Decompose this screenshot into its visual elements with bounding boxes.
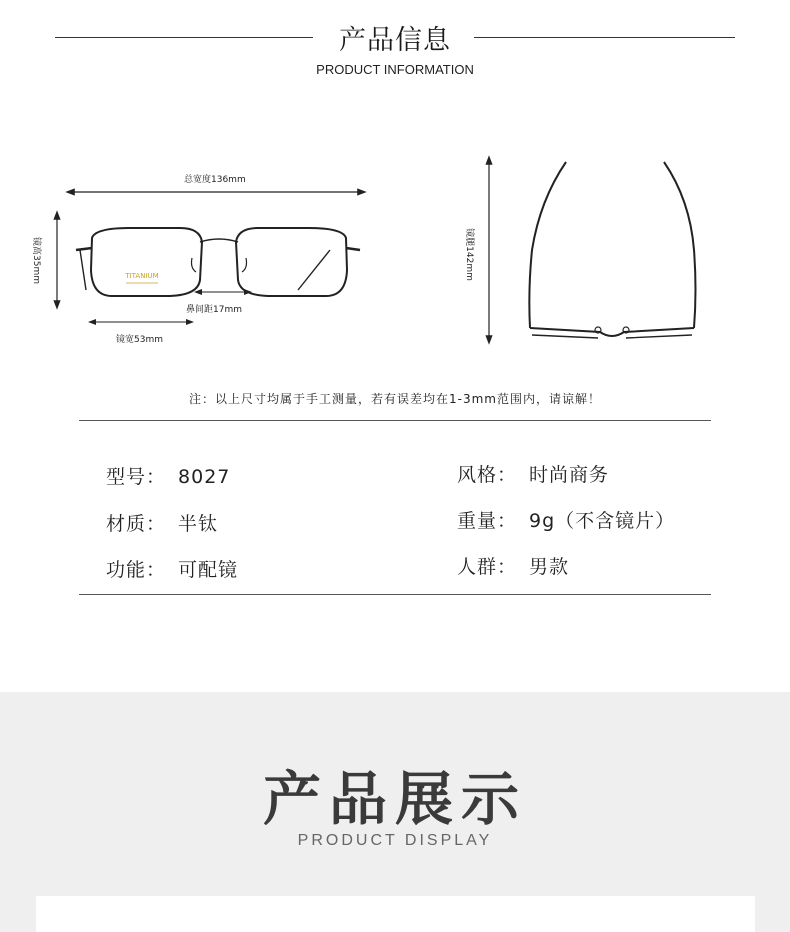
measurement-note: 注：以上尺寸均属于手工测量，若有误差均在1-3mm范围内，请谅解！ bbox=[189, 392, 601, 406]
spec-function bbox=[106, 555, 238, 582]
display-image-panel bbox=[36, 896, 755, 932]
right-hinge bbox=[346, 248, 360, 250]
right-lens bbox=[236, 228, 347, 296]
glasses-side-view bbox=[529, 162, 695, 338]
header-divider-right bbox=[474, 37, 735, 38]
spec-function-label: 功能： bbox=[106, 559, 167, 581]
left-nose-pad bbox=[192, 258, 197, 272]
lens-height-label: 镜高35mm bbox=[31, 237, 41, 284]
bridge-label: 鼻间距17mm bbox=[186, 305, 242, 315]
spec-weight bbox=[457, 506, 675, 533]
front-frame-top bbox=[530, 328, 694, 336]
spec-function-value: 可配镜 bbox=[178, 559, 239, 581]
spec-weight-label: 重量： bbox=[457, 510, 518, 532]
lens-width-label: 镜宽53mm bbox=[116, 335, 163, 345]
glasses-front-view bbox=[76, 228, 360, 296]
spec-bottom-rule bbox=[79, 594, 711, 595]
spec-group-value: 男款 bbox=[529, 556, 570, 578]
spec-style-value: 时尚商务 bbox=[529, 464, 610, 486]
left-lens bbox=[91, 228, 202, 296]
spec-model-value: 8027 bbox=[178, 466, 231, 488]
spec-model-label: 型号： bbox=[106, 466, 167, 488]
right-temple-side bbox=[664, 162, 696, 328]
bridge bbox=[200, 239, 238, 242]
left-temple-side bbox=[529, 162, 566, 328]
total-width-label: 总宽度136mm bbox=[184, 175, 246, 185]
spec-top-rule bbox=[79, 420, 711, 421]
info-header bbox=[0, 0, 790, 90]
left-hinge bbox=[76, 248, 92, 250]
spec-group bbox=[457, 552, 569, 579]
glasses-drawing bbox=[0, 140, 790, 360]
left-temple-front bbox=[80, 250, 86, 290]
display-subtitle: PRODUCT DISPLAY bbox=[297, 832, 493, 849]
temple-length-label: 镜腿142mm bbox=[463, 228, 474, 281]
spec-material-label: 材质： bbox=[106, 513, 167, 535]
spec-style-label: 风格： bbox=[457, 464, 518, 486]
right-nose-pad bbox=[242, 258, 247, 272]
spec-model bbox=[106, 462, 230, 489]
spec-material-value: 半钛 bbox=[178, 513, 219, 535]
spec-material bbox=[106, 509, 218, 536]
spec-style bbox=[457, 460, 609, 487]
dimension-diagram bbox=[0, 140, 790, 360]
spec-group-label: 人群： bbox=[457, 556, 518, 578]
display-title: 产品展示 bbox=[262, 765, 527, 833]
product-display-section bbox=[0, 692, 790, 932]
info-subtitle: PRODUCT INFORMATION bbox=[316, 62, 474, 77]
spec-weight-value: 9g（不含镜片） bbox=[529, 510, 676, 532]
logo-mark: TITANIUM bbox=[125, 272, 159, 280]
info-title: 产品信息 bbox=[339, 25, 451, 56]
right-temple-front bbox=[298, 250, 330, 290]
